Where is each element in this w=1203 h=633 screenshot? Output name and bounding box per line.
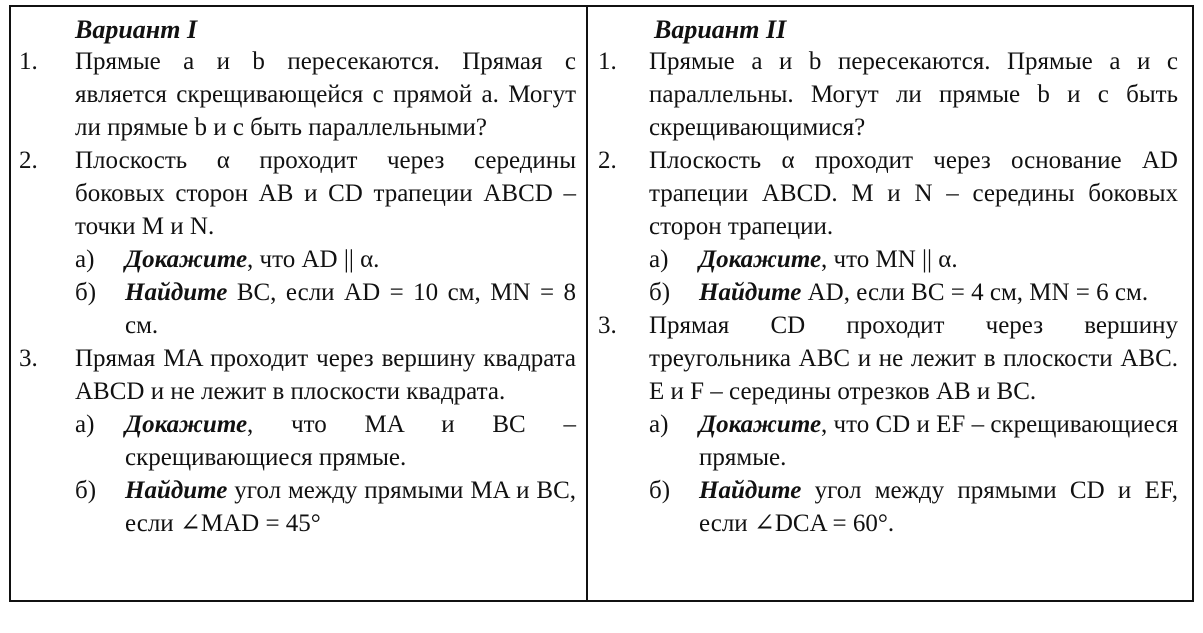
subtask-text: Докажите, что AD || α. (125, 246, 380, 273)
emphasized-verb: Докажите (699, 246, 822, 273)
task-number: 1. (598, 48, 617, 75)
emphasized-verb: Найдите (125, 477, 228, 504)
subtask-item (75, 474, 576, 540)
variant-1-column (11, 7, 588, 600)
emphasized-verb: Найдите (125, 279, 228, 306)
task-item (598, 45, 1178, 144)
subtask-label: б) (649, 279, 671, 306)
subtask-item (649, 243, 1178, 276)
subtask-item (75, 243, 576, 276)
subtask-item (649, 408, 1178, 474)
task-item (19, 45, 576, 144)
task-item (19, 342, 576, 408)
variant-1-title: Вариант I (75, 15, 198, 44)
subtask-text: Докажите, что MA и BC – скрещивающиеся прямые. (125, 411, 576, 471)
emphasized-verb: Докажите (125, 411, 248, 438)
task-text: Прямая MA проходит через вершину квадрата ABCD и не лежит в плоскости квадрата. (75, 345, 576, 405)
variants-table (9, 5, 1194, 602)
subtask-text: Найдите угол между прямыми CD и EF, если ∠DCA = 60°. (699, 477, 1178, 537)
task-item (598, 144, 1178, 243)
subtask-text: Найдите AD, если BC = 4 см, MN = 6 см. (699, 279, 1149, 306)
emphasized-verb: Докажите (125, 246, 248, 273)
subtask-label: а) (649, 411, 669, 438)
task-text: Плоскость α проходит через основание AD трапеции ABCD. M и N – середины боковых сторон трапеции. (649, 147, 1178, 240)
subtask-item (649, 276, 1178, 309)
task-number: 3. (19, 345, 38, 372)
subtask-label: а) (75, 246, 95, 273)
variant-2-title: Вариант II (654, 15, 787, 44)
task-item (19, 144, 576, 243)
subtask-label: б) (75, 477, 97, 504)
subtask-text: Докажите, что MN || α. (699, 246, 958, 273)
task-number: 3. (598, 312, 617, 339)
task-item (598, 309, 1178, 408)
subtask-item (75, 276, 576, 342)
task-text: Прямая CD проходит через вершину треугольника ABC и не лежит в плоскости ABC. E и F – середины отрезков AB и BC. (649, 312, 1178, 405)
emphasized-verb: Найдите (699, 279, 802, 306)
task-number: 1. (19, 48, 38, 75)
variant-2-column (588, 7, 1192, 600)
subtask-text: Найдите BC, если AD = 10 см, MN = 8 см. (125, 279, 576, 339)
subtask-item (75, 408, 576, 474)
emphasized-verb: Докажите (699, 411, 822, 438)
subtask-text: Докажите, что CD и EF – скрещивающиеся прямые. (699, 411, 1178, 471)
task-number: 2. (19, 147, 38, 174)
task-text: Прямые a и b пересекаются. Прямые a и c параллельны. Могут ли прямые b и c быть скрещивающимися? (649, 48, 1178, 141)
task-text: Плоскость α проходит через середины боковых сторон AB и CD трапеции ABCD – точки M и N. (75, 147, 576, 240)
subtask-label: б) (75, 279, 97, 306)
subtask-label: а) (75, 411, 95, 438)
subtask-label: а) (649, 246, 669, 273)
subtask-text: Найдите угол между прямыми MA и BC, если ∠MAD = 45° (125, 477, 576, 537)
task-text: Прямые a и b пересекаются. Прямая c является скрещивающейся с прямой a. Могут ли прямые b и c быть параллельными? (75, 48, 576, 141)
subtask-label: б) (649, 477, 671, 504)
subtask-item (649, 474, 1178, 540)
task-number: 2. (598, 147, 617, 174)
emphasized-verb: Найдите (699, 477, 802, 504)
